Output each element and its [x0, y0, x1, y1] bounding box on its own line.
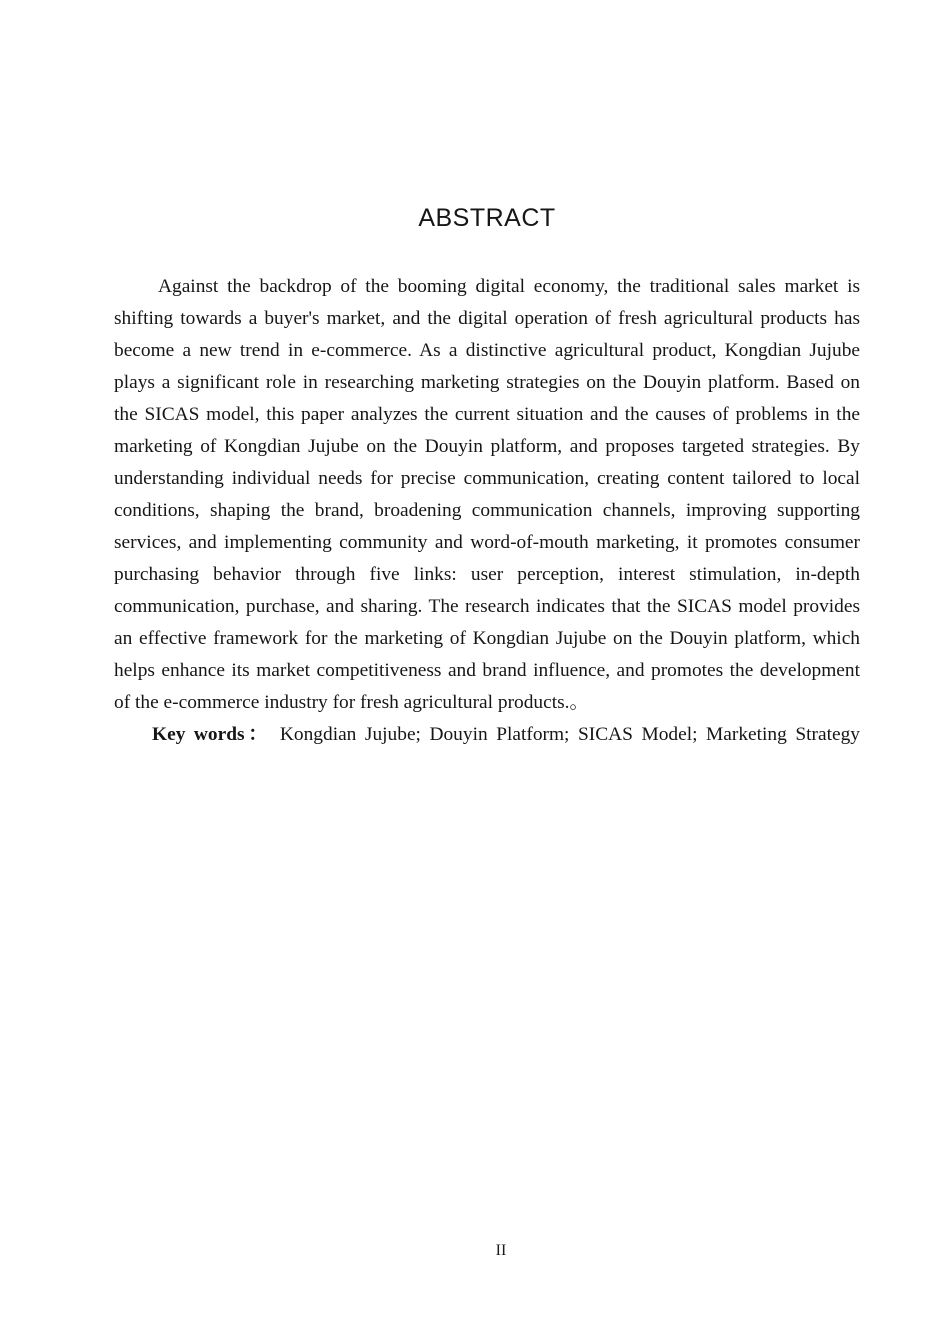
page-number: II	[495, 1242, 507, 1259]
keywords-text: Kongdian Jujube; Douyin Platform; SICAS Model; Marketing Strategy	[279, 724, 860, 745]
abstract-paragraph: Against the backdrop of the booming digital economy, the traditional sales market is shifting towards a buyer's market, and the digital operation of fresh agricultural products has become a new trend in e-commerce. As a distinctive agricultural product, Kongdian Jujube plays a significant role in researching marketing strategies on the Douyin platform. Based on the SICAS model, this paper analyzes the current situation and the causes of problems in the marketing of Kongdian Jujube on the Douyin platform, and proposes targeted strategies. By understanding individual needs for precise communication, creating content tailored to local conditions, shaping the brand, broadening communication channels, improving supporting services, and implementing community and word-of-mouth marketing, it promotes consumer purchasing behavior through five links: user perception, interest stimulation, in-depth communication, purchase, and sharing. The research indicates that the SICAS model provides an effective framework for the marketing of Kongdian Jujube on the Douyin platform, which helps enhance its market competitiveness and brand influence, and promotes the development of the e-commerce industry for fresh agricultural products.。	[114, 276, 860, 713]
abstract-section	[114, 271, 860, 751]
page-title: ABSTRACT	[418, 204, 556, 232]
keywords-label: Key words：	[152, 724, 272, 745]
keywords-line	[114, 719, 860, 751]
